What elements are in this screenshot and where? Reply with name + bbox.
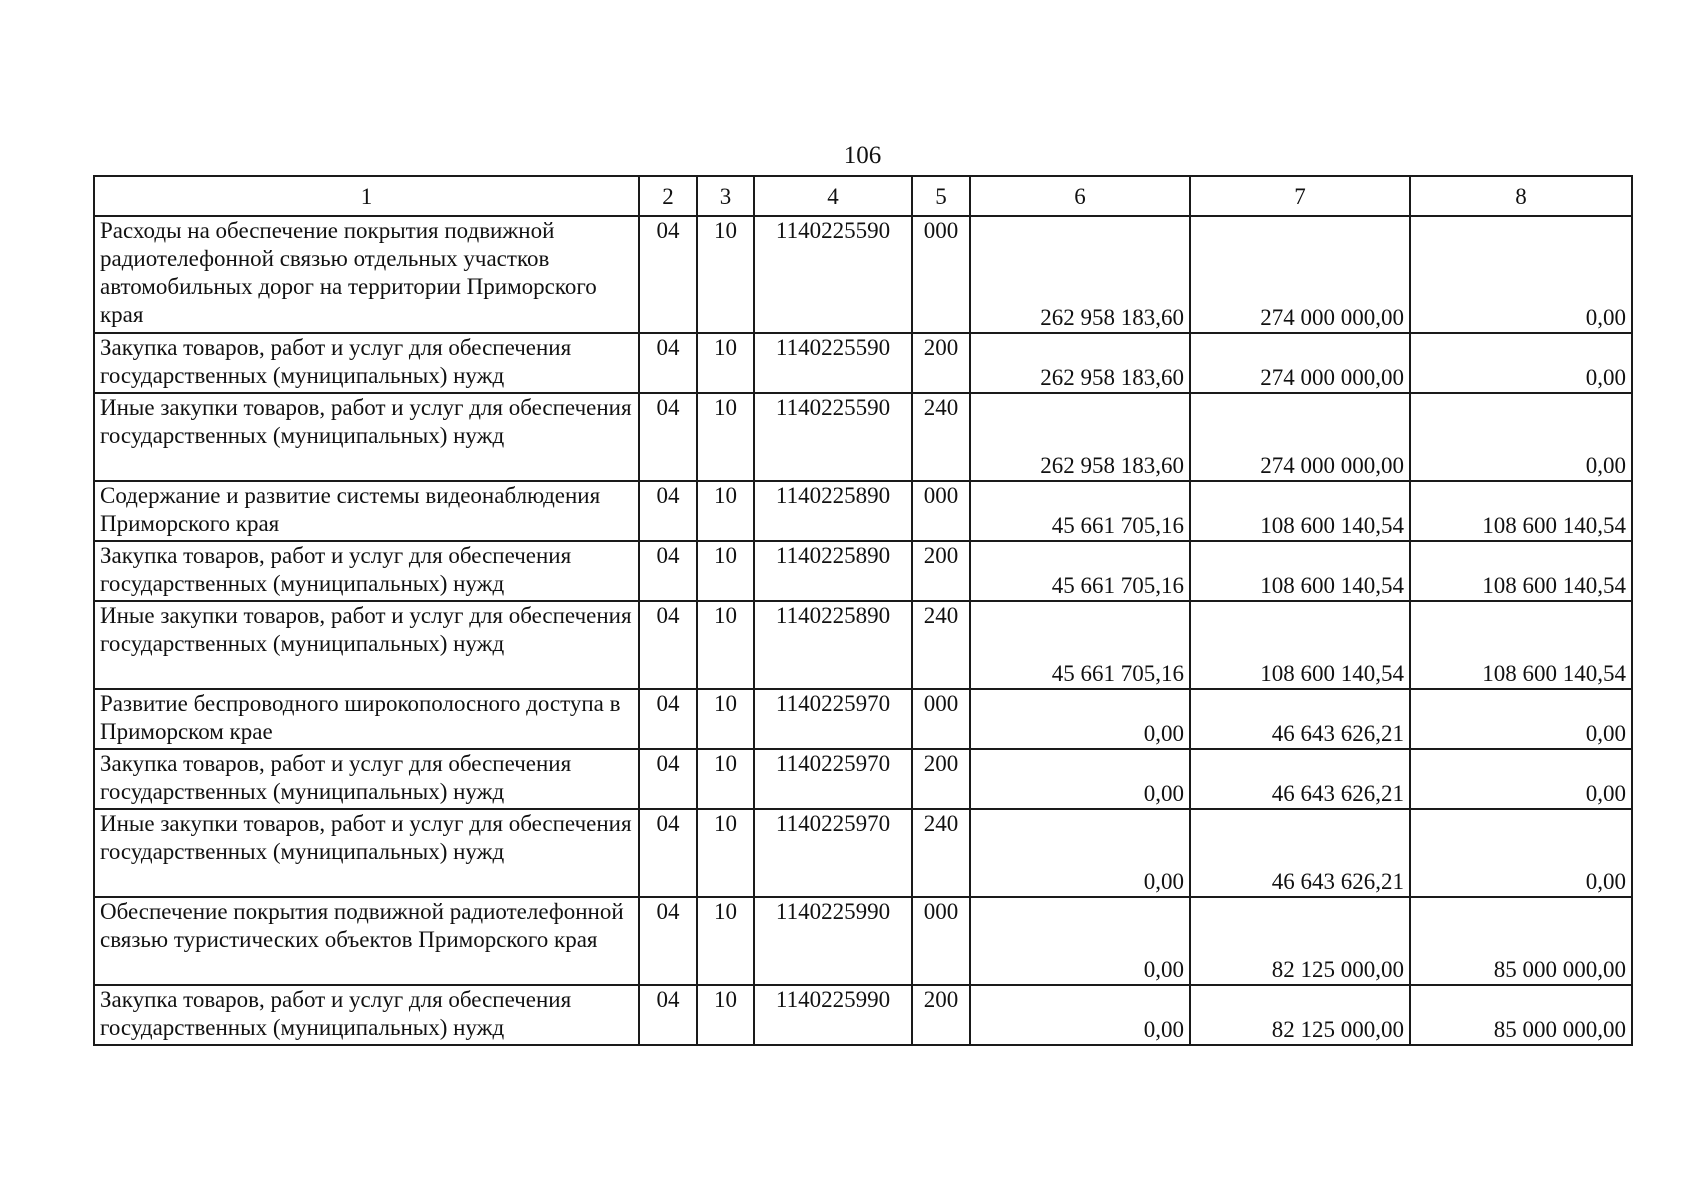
row-expense-type: 240 [912,809,970,897]
row-amount-6: 262 958 183,60 [970,216,1190,333]
row-subsection: 10 [697,809,754,897]
table-row [94,897,1632,985]
row-amount-8: 0,00 [1410,689,1632,749]
row-amount-7: 274 000 000,00 [1190,393,1410,481]
row-subsection: 10 [697,541,754,601]
row-subsection: 10 [697,985,754,1045]
row-amount-6: 0,00 [970,809,1190,897]
row-section: 04 [639,333,697,393]
row-amount-8: 108 600 140,54 [1410,481,1632,541]
row-target-article: 1140225590 [754,333,912,393]
row-target-article: 1140225970 [754,689,912,749]
row-amount-7: 46 643 626,21 [1190,749,1410,809]
row-name: Закупка товаров, работ и услуг для обеспечения государственных (муниципальных) нужд [94,333,639,393]
header-row [94,176,1632,216]
row-target-article: 1140225890 [754,541,912,601]
row-amount-7: 46 643 626,21 [1190,809,1410,897]
row-amount-6: 0,00 [970,985,1190,1045]
row-expense-type: 240 [912,601,970,689]
row-name: Содержание и развитие системы видеонаблюдения Приморского края [94,481,639,541]
row-expense-type: 000 [912,897,970,985]
row-target-article: 1140225890 [754,481,912,541]
row-expense-type: 200 [912,749,970,809]
row-amount-6: 45 661 705,16 [970,601,1190,689]
row-subsection: 10 [697,216,754,333]
row-section: 04 [639,481,697,541]
table-row [94,481,1632,541]
row-amount-6: 0,00 [970,689,1190,749]
row-name: Закупка товаров, работ и услуг для обеспечения государственных (муниципальных) нужд [94,749,639,809]
row-amount-8: 0,00 [1410,216,1632,333]
row-amount-6: 262 958 183,60 [970,333,1190,393]
header-cell-4: 4 [754,176,912,216]
page-number: 106 [843,142,882,169]
row-expense-type: 000 [912,481,970,541]
row-amount-8: 0,00 [1410,809,1632,897]
row-target-article: 1140225590 [754,216,912,333]
header-cell-3: 3 [697,176,754,216]
row-expense-type: 200 [912,985,970,1045]
header-cell-2: 2 [639,176,697,216]
row-subsection: 10 [697,393,754,481]
row-subsection: 10 [697,689,754,749]
table-row [94,985,1632,1045]
row-amount-8: 0,00 [1410,749,1632,809]
header-cell-8: 8 [1410,176,1632,216]
row-section: 04 [639,393,697,481]
header-cell-5: 5 [912,176,970,216]
row-amount-8: 85 000 000,00 [1410,985,1632,1045]
row-section: 04 [639,749,697,809]
table-row [94,393,1632,481]
budget-table [93,175,1633,1046]
row-amount-7: 46 643 626,21 [1190,689,1410,749]
row-expense-type: 200 [912,333,970,393]
row-amount-6: 0,00 [970,897,1190,985]
row-amount-6: 0,00 [970,749,1190,809]
row-section: 04 [639,897,697,985]
row-target-article: 1140225970 [754,809,912,897]
row-name: Иные закупки товаров, работ и услуг для обеспечения государственных (муниципальных) нужд [94,809,639,897]
header-cell-6: 6 [970,176,1190,216]
row-section: 04 [639,985,697,1045]
row-amount-7: 108 600 140,54 [1190,601,1410,689]
row-target-article: 1140225990 [754,897,912,985]
table-row [94,601,1632,689]
row-amount-6: 45 661 705,16 [970,541,1190,601]
row-name: Закупка товаров, работ и услуг для обеспечения государственных (муниципальных) нужд [94,541,639,601]
row-name: Обеспечение покрытия подвижной радиотелефонной связью туристических объектов Приморского края [94,897,639,985]
table-row [94,216,1632,333]
row-amount-8: 0,00 [1410,393,1632,481]
row-amount-7: 274 000 000,00 [1190,333,1410,393]
row-subsection: 10 [697,897,754,985]
row-section: 04 [639,541,697,601]
row-amount-8: 85 000 000,00 [1410,897,1632,985]
row-subsection: 10 [697,601,754,689]
table-row [94,749,1632,809]
row-expense-type: 240 [912,393,970,481]
row-section: 04 [639,216,697,333]
row-expense-type: 000 [912,689,970,749]
row-name: Расходы на обеспечение покрытия подвижной радиотелефонной связью отдельных участков автомобильных дорог на территории Приморского края [94,216,639,333]
table-row [94,809,1632,897]
row-name: Иные закупки товаров, работ и услуг для обеспечения государственных (муниципальных) нужд [94,393,639,481]
row-amount-6: 262 958 183,60 [970,393,1190,481]
row-amount-7: 108 600 140,54 [1190,541,1410,601]
row-section: 04 [639,689,697,749]
row-name: Развитие беспроводного широкополосного доступа в Приморском крае [94,689,639,749]
table-row [94,333,1632,393]
row-expense-type: 000 [912,216,970,333]
row-section: 04 [639,809,697,897]
header-cell-1: 1 [94,176,639,216]
row-section: 04 [639,601,697,689]
row-amount-7: 82 125 000,00 [1190,985,1410,1045]
row-subsection: 10 [697,749,754,809]
row-name: Закупка товаров, работ и услуг для обеспечения государственных (муниципальных) нужд [94,985,639,1045]
row-amount-8: 108 600 140,54 [1410,601,1632,689]
row-amount-6: 45 661 705,16 [970,481,1190,541]
row-expense-type: 200 [912,541,970,601]
row-target-article: 1140225970 [754,749,912,809]
row-amount-8: 0,00 [1410,333,1632,393]
row-name: Иные закупки товаров, работ и услуг для обеспечения государственных (муниципальных) нужд [94,601,639,689]
row-target-article: 1140225890 [754,601,912,689]
row-target-article: 1140225990 [754,985,912,1045]
row-subsection: 10 [697,481,754,541]
row-amount-7: 82 125 000,00 [1190,897,1410,985]
row-amount-7: 274 000 000,00 [1190,216,1410,333]
table-row [94,689,1632,749]
table-row [94,541,1632,601]
row-subsection: 10 [697,333,754,393]
row-target-article: 1140225590 [754,393,912,481]
row-amount-7: 108 600 140,54 [1190,481,1410,541]
row-amount-8: 108 600 140,54 [1410,541,1632,601]
header-cell-7: 7 [1190,176,1410,216]
